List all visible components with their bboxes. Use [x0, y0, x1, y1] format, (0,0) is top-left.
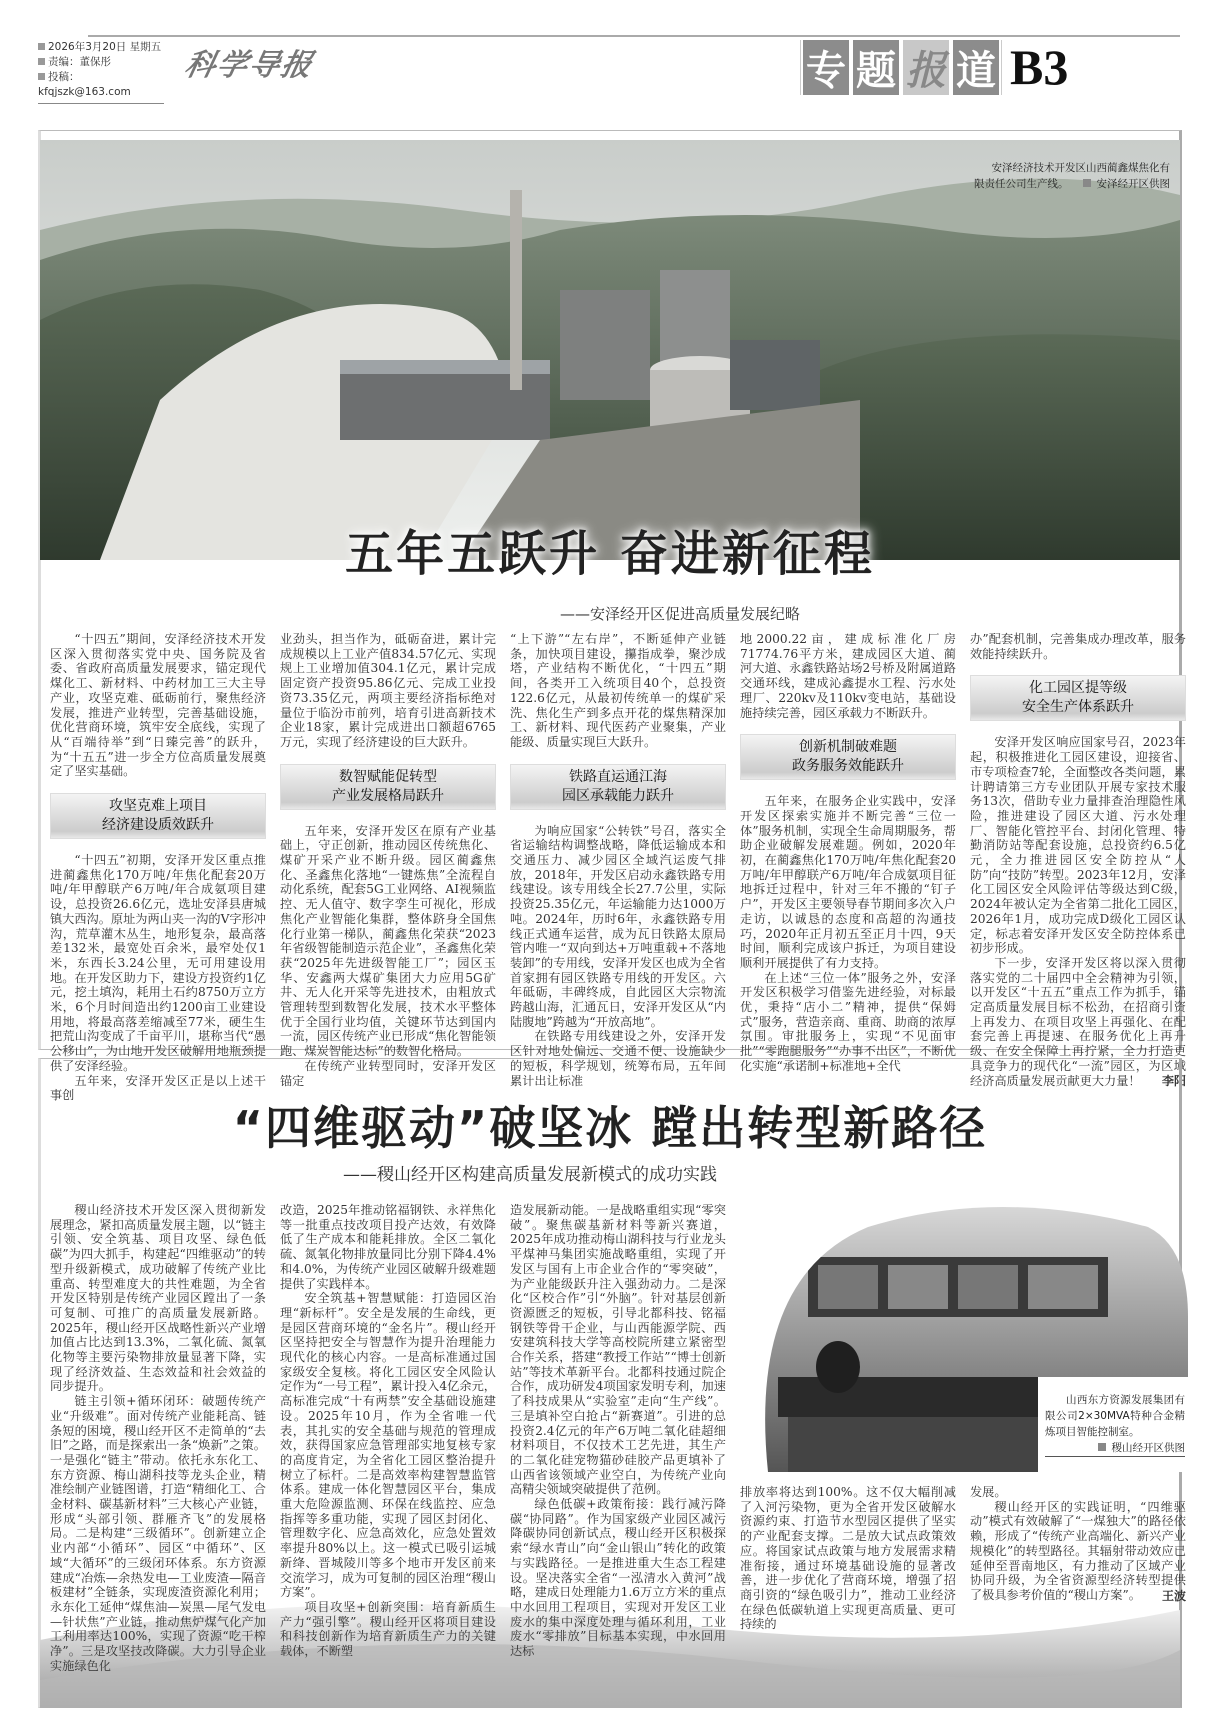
- paragraph: “上下游”“左右岸”，不断延伸产业链条，加快项目建设，攥指成拳，聚沙成塔，产业结构不断优化，“十四五”期间，各类开工入统项目40个，总投资122.6亿元，从最初传统单一的煤矿采洗、焦化生产到多点开花的煤焦精深加工、新材料、现代医药产业聚集，产业能级、质量实现巨大跃升。: [510, 632, 726, 749]
- paragraph: 项目攻坚+创新突围：培育新质生产力“强引擎”。稷山经开区将项目建设和科技创新作为培育新质生产力的关键载体，不断塑: [280, 1599, 496, 1659]
- paragraph: 造发展新动能。一是战略重组实现“零突破”。聚焦碳基新材料等新兴赛道，2025年成功推动梅山湖科技与行业龙头平煤神马集团实施战略重组，实现了开发区与国有上市企业合作的“零突破”，为产业能级跃升注入强劲动力。二是深化“区校合作”引“外脑”。针对基层创新资源匮乏的短板，引导北都科技、铭福钢铁等骨干企业，与山西能源学院、西安建筑科技大学等高校院所建立紧密型合作关系，搭建“教授工作站”“博士创新站”等技术革新平台。北都科技通过院企合作，成功研发4项国家发明专利，加速了科技成果从“实验室”走向“生产线”。三是填补空白抢占“新赛道”。引进的总投资2.4亿元的年产6万吨二氧化硅超细材料项目，不仅技术工艺先进，其生产的二氧化硅宠物猫砂硅胶产品更填补了山西省该领域产业空白，为传统产业向高精尖领域突破提供了范例。: [510, 1203, 726, 1497]
- paragraph: “十四五”初期，安泽开发区重点推进蔺鑫焦化170万吨/年焦化配套20万吨/年甲醇联产6万吨/年合成氨项目建设，总投资26.6亿元，选址安泽县唐城镇大西沟。原址为两山夹一沟的V字形冲沟，荒草灌木丛生，地形复杂，最高落差132米，最宽处百余米，最窄处仅1米，东西长3.24公里，无可用建设用地。在开发区助力下，建设方投资约1亿元，挖土填沟，耗用土石约8750万立方米，6个月时间造出约1200亩工业建设用地，将最高落差缩减至77米，硬生生把荒山沟变成了千亩平川，堪称当代“愚公移山”，为山地开发区破解用地瓶颈提供了安泽经验。: [50, 853, 266, 1073]
- text-column: [510, 632, 726, 1103]
- subheading-line: 园区承载能力跃升: [562, 787, 674, 804]
- paragraph: 五年来，安泽开发区正是以上述干事创: [50, 1073, 266, 1103]
- text-column: [280, 1203, 496, 1674]
- subheading-line: 政务服务效能跃升: [792, 758, 904, 775]
- subheading: [740, 734, 956, 780]
- photo-caption: [1045, 1392, 1185, 1457]
- paragraph: 稷山经济技术开发区深入贯彻新发展理念，紧扣高质量发展主题，以“链主引领、安全筑基、项目攻坚、绿色低碳”为四大抓手，构建起“四维驱动”的转型升级新模式，成功破解了传统产业比重高、转型难度大的共性难题，为全省开发区特别是传统产业园区蹚出了一条可复制、可推广的高质量发展新路。2025年，稷山经开区战略性新兴产业增加值占比达到13.3%，二氧化硫、氮氧化物等主要污染物排放量显著下降，实现了经济效益、生态效益和社会效益的同步提升。: [50, 1203, 266, 1394]
- paragraph: 链主引领+循环闭环：破题传统产业“升级难”。面对传统产业能耗高、链条短的困境，稷山经开区不走简单的“去旧”之路，而是探索出一条“焕新”之策。一是强化“链主”带动。依托永东化工、东方资源、梅山湖科技等龙头企业，精准绘制产业链图谱，打造“精细化工、合金材料、碳基新材料”三大核心产业链，形成“头部引领、群雁齐飞”的发展格局。二是构建“三级循环”。创新建立企业内部“小循环”、园区“中循环”、区域“大循环”的三级闭环体系。东方资源建成“冶炼—余热发电—工业废渣—隔音板建材”全链条，实现废渣资源化利用；永东化工延伸“煤焦油—炭黑—尾气发电—针状焦”产业链，推动焦炉煤气化产加工利用率达100%，实现了资源“吃干榨净”。三是攻坚技改降碳。大力引导企业实施绿色化: [50, 1394, 266, 1673]
- author-byline: 王波: [1161, 1588, 1186, 1603]
- subheading: [280, 764, 496, 810]
- square-bullet-icon: [1098, 1443, 1106, 1451]
- article2-body-continued: [740, 1485, 1186, 1632]
- text-column: [510, 1203, 726, 1674]
- subheading: [50, 793, 266, 839]
- subheading-line: 经济建设质效跃升: [102, 817, 214, 834]
- article1-headline: 五年五跃升 奋进新征程: [345, 526, 875, 582]
- paragraph: 安泽开发区响应国家号召，2023年起，积极推进化工园区建设，迎接省、市专项检查7轮，全面整改各类问题，累计聘请第三方专业团队开展专家技术服务13次，借助专业力量排查治理隐性风险，推进建设了园区大道、污水处理厂、智能化管控平台、封闭化管理、特勤消防站等配套设施，总投资约6.5亿元，全力推进园区安全防控从“人防”向“技防”转型。2023年12月，安泽化工园区安全风险评估等级达到C级，2024年被认定为全省第二批化工园区，2026年1月，成功完成D级化工园区认定，标志着安泽开发区安全防控体系已初步形成。: [970, 735, 1186, 956]
- paragraph: 五年来，在服务企业实践中，安泽开发区探索实施并不断完善“三位一体”服务机制，实现全生命周期服务，帮助企业破解发展难题。例如，2020年初，在蔺鑫焦化170万吨/年焦化配套20万吨/年甲醇联产6万吨/年合成氨项目征地拆迁过程中，针对三年不搬的“钉子户”，开发区主要领导春节期间多次入户走访，以诚恳的态度和高超的沟通技巧，2020年正月初五至正月十四，9天时间，顺利完成该户拆迁，为项目建设顺利开展提供了有力支持。: [740, 794, 956, 970]
- contact-email: 投稿：kfqjszk@163.com: [38, 70, 164, 100]
- paragraph: 在上述“三位一体”服务之外，安泽开发区积极学习借鉴先进经验，对标最优，秉持“店小二”精神，提供“保姆式”服务，营造亲商、重商、助商的浓厚氛围。审批服务上，实现“不见面审批”“零跑腿服务”“办事不出区”，不断优化实施“承诺制+标准地+全代: [740, 970, 956, 1073]
- subheading-line: 铁路直运通江海: [569, 768, 667, 785]
- subheading-line: 数智赋能促转型: [339, 768, 437, 785]
- subheading-line: 产业发展格局跃升: [332, 787, 444, 804]
- section-char: 报: [903, 40, 949, 95]
- article2-body: [50, 1203, 726, 1674]
- article1-subtitle: ——安泽经开区促进高质量发展纪略: [560, 605, 801, 623]
- photo-credit: 安泽经开区供图: [1096, 178, 1170, 190]
- subheading-line: 化工园区提等级: [1029, 680, 1127, 697]
- photo-credit: 稷山经开区供图: [1111, 1442, 1185, 1454]
- article2-headline: “四维驱动”破坚冰 蹚出转型新路径: [232, 1101, 988, 1155]
- paragraph: 在传统产业转型同时，安泽开发区锚定: [280, 1058, 496, 1088]
- subheading: [970, 675, 1186, 721]
- subheading-line: 攻坚克难上项目: [109, 798, 207, 815]
- page-number: B3: [1010, 39, 1069, 95]
- subheading-line: 安全生产体系跃升: [1022, 699, 1134, 716]
- section-char: 题: [853, 40, 899, 95]
- paragraph: 绿色低碳+政策衔接：践行减污降碳“协同路”。作为国家级产业园区减污降碳协同创新试点，稷山经开区积极探索“绿水青山”向“金山银山”转化的政策与实践路径。一是推进重大生态工程建设。坚决落实全省“一泓清水入黄河”战略，建成日处理能力1.6万立方米的重点中水回用工程项目，实现对开发区工业废水的集中深度处理与循环利用，工业废水“零排放”目标基本实现，中水回用达标: [510, 1497, 726, 1659]
- text-column: [740, 632, 956, 1103]
- text-column: [740, 1485, 956, 1632]
- paragraph: 地2000.22亩，建成标准化厂房71774.76平方米，建成园区大道、蔺河大道、永鑫铁路站场2号桥及附属道路交通环线，建成沁鑫提水工程、污水处理厂、220kv及110kv变电站，基础设施持续完善，园区承载力不断跃升。: [740, 632, 956, 720]
- industrial-park-photo: [40, 140, 1180, 560]
- paragraph: 改造，2025年推动铭福钢铁、永祥焦化等一批重点技改项目投产达效，有效降低了生产成本和能耗排放。全区二氧化硫、氮氧化物排放量同比分别下降4.4%和4.0%，为传统产业园区破解升级难题提供了实践样本。: [280, 1203, 496, 1291]
- paragraph: 安全筑基+智慧赋能：打造园区治理“新标杆”。安全是发展的生命线，更是园区营商环境的“金名片”。稷山经开区坚持把安全与智慧作为提升治理能力现代化的核心内容。一是高标准通过国家级安全复核。将化工园区安全风险认定作为“一号工程”，累计投入4亿余元，高标准完成“十有两禁”安全基础设施建设。2025年10月，作为全省唯一代表，其扎实的安全基础与规范的管理成效，获得国家应急管理部实地复核专家的高度肯定，为全省化工园区整治提升树立了标杆。二是高效率构建智慧监管体系。建成一体化智慧园区平台，集成重大危险源监测、环保在线监控、应急指挥等多重功能，实现了园区封闭化、管理数字化、应急高效化，应急处置效率提升80%以上。这一模式已吸引运城新绛、晋城陵川等多个地市开发区前来交流学习，成为可复制的园区治理“稷山方案”。: [280, 1291, 496, 1600]
- paragraph: “十四五”期间，安泽经济技术开发区深入贯彻落实党中央、国务院及省委、省政府高质量发展要求，锚定现代煤化工、新材料、中药材加工三大主导产业，攻坚克难、砥砺前行，聚焦经济发展，推进产业转型，完善基础设施，优化营商环境，筑牢安全底线，实现了从“百端待举”到“日臻完善”的跃升，为“十五五”进一步全方位高质量发展奠定了坚实基础。: [50, 632, 266, 779]
- paragraph: 为响应国家“公转铁”号召，落实全省运输结构调整战略，降低运输成本和交通压力、减少园区全域汽运废气排放，2018年，开发区启动永鑫铁路专用线建设。该专用线全长27.7公里，实际投资25.35亿元，年运输能力达1000万吨。2024年，历时6年，永鑫铁路专用线正式通车运营，成为瓦日铁路太原局管内唯一“双向到达+万吨重载+不落地装卸”的专用线，安泽开发区也成为全省首家拥有园区铁路专用线的开发区。六年砥砺，丰碑终成，自此园区大宗物流跨越山海，汇通瓦日，安泽开发区从“内陆腹地”跨越为“开放高地”。: [510, 823, 726, 1029]
- paragraph: 排放率将达到100%。这不仅大幅削减了入河污染物，更为全省开发区破解水资源约束、打造节水型园区提供了坚实的产业配套支撑。二是放大试点政策效应。将国家试点政策与地方发展需求精准衔接，通过环境基础设施的显著改善，进一步优化了营商环境，增强了招商引资的“绿色吸引力”，推动工业经济在绿色低碳轨道上实现更高质量、更可持续的: [740, 1485, 956, 1632]
- paragraph: 发展。: [970, 1485, 1007, 1499]
- square-bullet-icon: [1083, 179, 1091, 187]
- text-column: [970, 632, 1186, 1103]
- section-label: [800, 40, 1002, 95]
- paragraph: 五年来，安泽开发区在原有产业基础上，守正创新，推动园区传统焦化、煤矿开采产业不断升级。园区蔺鑫焦化、圣鑫焦化落地“一键炼焦”全流程自动化系统，配套5G工业网络、AI视频监控、无人值守、数字孪生可视化，形成焦化产业智能化集群，整体跻身全国焦化行业第一梯队，蔺鑫焦化荣获“2023年省级智能制造示范企业”，圣鑫焦化荣获“2025年先进级智能工厂”；园区玉华、安鑫两大煤矿集团大力应用5G矿井、无人化开采等先进技术，由粗放式管理转型到数智化发展，技术水平整体优于全国行业均值，关键环节达到国内一流，园区传统产业已形成“焦化智能领跑、煤炭智能达标”的数智化格局。: [280, 823, 496, 1059]
- text-column: [50, 1203, 266, 1674]
- caption-text: 山西东方资源发展集团有限公司2×30MVA特种合金精炼项目智能控制室。: [1045, 1394, 1185, 1438]
- author-byline: 李阳: [1161, 1074, 1186, 1089]
- section-char: 道: [953, 40, 999, 95]
- subheading-line: 创新机制破难题: [799, 739, 897, 756]
- paragraph: 办”配套机制，完善集成办理改革，服务效能持续跃升。: [970, 632, 1186, 661]
- caption-line: 限责任公司生产线。: [974, 178, 1069, 190]
- article2-subtitle: ——稷山经开区构建高质量发展新模式的成功实践: [343, 1165, 717, 1185]
- subheading: [510, 764, 726, 810]
- text-column: [970, 1485, 1186, 1632]
- paragraph: 下一步，安泽开发区将以深入贯彻落实党的二十届四中全会精神为引领，以开发区“十五五”重点工作为抓手，锚定高质量发展目标不松劲，在招商引资上再发力、在项目攻坚上再强化、在配套完善上再提速、在服务优化上再升级、在安全保障上再拧紧，全力打造更具竞争力的现代化“一流”园区，为区域经济高质量发展贡献更大力量！: [970, 955, 1186, 1088]
- paragraph: 在铁路专用线建设之外，安泽开发区针对地处偏远、交通不便、设施缺少的短板，科学规划，统筹布局，五年间累计出让标准: [510, 1029, 726, 1088]
- masthead-meta: [38, 40, 164, 104]
- header-rule: [88, 35, 1180, 37]
- issue-date: 2026年3月20日 星期五: [38, 40, 164, 55]
- photo-caption: [974, 160, 1170, 192]
- caption-line: 安泽经济技术开发区山西蔺鑫煤焦化有: [991, 162, 1170, 174]
- editor: 责编：董保彤: [38, 55, 164, 70]
- paragraph: 稷山经开区的实践证明，“四维驱动”模式有效破解了“一煤独大”的路径依赖，形成了“传统产业高端化、新兴产业规模化”的转型路径。其辐射带动效应已延伸至晋南地区，有力推动了区域产业协同升级，为全省资源型经济转型提供了极具参考价值的“稷山方案”。: [970, 1499, 1186, 1602]
- newspaper-logo: 科学导报: [181, 48, 317, 83]
- paragraph: 业劲头，担当作为，砥砺奋进，累计完成规模以上工业产值834.57亿元、实现规上工业增加值304.1亿元，累计完成固定资产投资95.86亿元、完成工业投资73.35亿元，两项主要经济指标绝对量位于临汾市前列，培育引进高新技术企业18家，累计完成进出口额超6765万元，实现了经济建设的巨大跃升。: [280, 632, 496, 749]
- text-column: [280, 632, 496, 1103]
- section-char: 专: [803, 40, 849, 95]
- article1-body: [50, 632, 1186, 1103]
- text-column: [50, 632, 266, 1103]
